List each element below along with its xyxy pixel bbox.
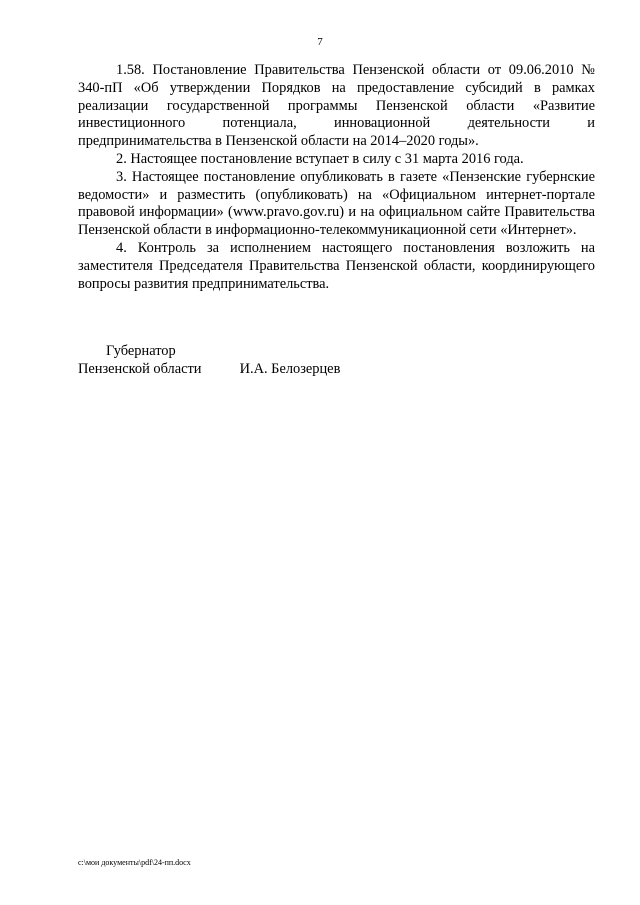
footer-file-path: c:\мои документы\pdf\24-пп.docx [78, 858, 191, 867]
page-number: 7 [317, 36, 323, 48]
paragraph-4: 4. Контроль за исполнением настоящего постановления возложить на заместителя Председателя Правительства Пензенской области, координирующего вопросы развития предпринимательства. [78, 239, 595, 292]
signature-title-line2: Пензенской области [78, 361, 202, 377]
signature-title-line1: Губернатор [106, 343, 176, 359]
signature-block [78, 342, 478, 378]
paragraph-3: 3. Настоящее постановление опубликовать в газете «Пензенские губернские ведомости» и разместить (опубликовать) на «Официальном интернет-портале правовой информации» (www.pravo.gov.ru) и на официальном сайте Правительства Пензенской области в информационно-телекоммуникационной сети «Интернет». [78, 168, 595, 239]
signature-row [78, 360, 478, 378]
signatory-name: И.А. Белозерцев [239, 361, 341, 377]
document-body [78, 62, 595, 293]
paragraph-1-58: 1.58. Постановление Правительства Пензенской области от 09.06.2010 № 340-пП «Об утверждении Порядков на предоставление субсидий в рамках реализации государственной программы Пензенской области «Развитие инвестиционного потенциала, инновационной деятельности и предпринимательства в Пензенской области на 2014–2020 годы». [78, 62, 595, 150]
paragraph-2: 2. Настоящее постановление вступает в силу с 31 марта 2016 года. [116, 150, 524, 167]
